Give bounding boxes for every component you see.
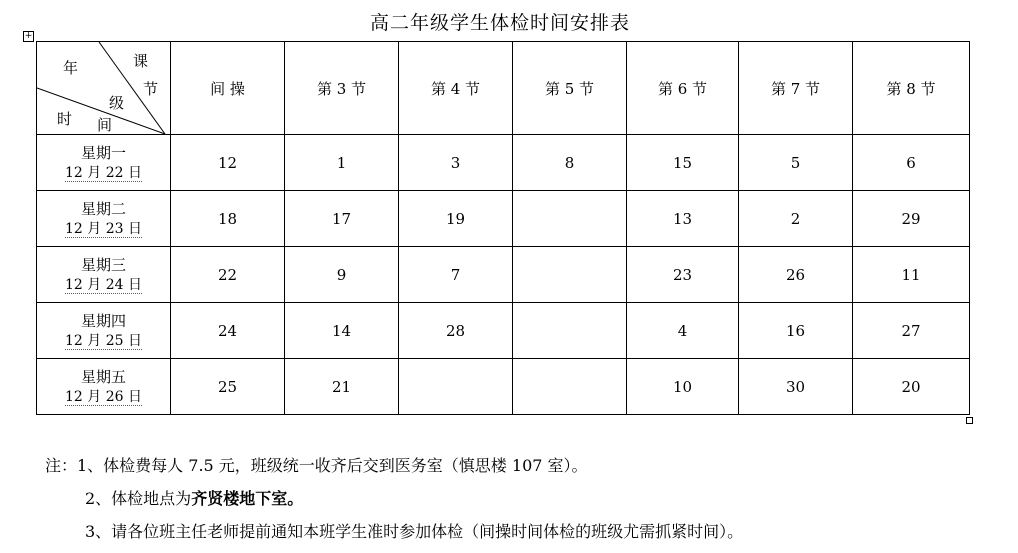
- class-cell: 30: [739, 359, 853, 415]
- day-cell: [37, 191, 171, 247]
- date-label: 12 月 25 日: [65, 332, 142, 349]
- column-header: 第 8 节: [853, 42, 970, 135]
- table-row: [37, 303, 970, 359]
- date-label: 12 月 26 日: [65, 388, 142, 405]
- corner-label-shi: 时: [57, 110, 73, 128]
- class-cell: 3: [399, 135, 513, 191]
- column-header: 第 6 节: [627, 42, 739, 135]
- class-cell: 10: [627, 359, 739, 415]
- page-title: 高二年级学生体检时间安排表: [369, 12, 630, 34]
- class-cell: [513, 359, 627, 415]
- day-label: 星期三: [80, 255, 126, 274]
- class-cell: 17: [285, 191, 399, 247]
- class-cell: 28: [399, 303, 513, 359]
- corner-label-ke: 课: [133, 52, 149, 70]
- day-cell: [37, 359, 171, 415]
- class-cell: [513, 247, 627, 303]
- corner-label-jie: 节: [143, 80, 159, 98]
- class-cell: 24: [171, 303, 285, 359]
- day-cell: [37, 303, 171, 359]
- table-row: [37, 135, 970, 191]
- class-cell: 21: [285, 359, 399, 415]
- corner-label-jian: 间: [97, 116, 113, 134]
- class-cell: 26: [739, 247, 853, 303]
- class-cell: 15: [627, 135, 739, 191]
- class-cell: 6: [853, 135, 970, 191]
- class-cell: 13: [627, 191, 739, 247]
- note-3: 3、请各位班主任老师提前通知本班学生准时参加体检（间操时间体检的班级尤需抓紧时间）。: [85, 522, 744, 541]
- corner-header-cell: [37, 42, 171, 135]
- date-label: 12 月 24 日: [65, 276, 142, 293]
- note-2-location: 齐贤楼地下室: [191, 489, 288, 508]
- day-label: 星期一: [80, 143, 126, 162]
- class-cell: 8: [513, 135, 627, 191]
- class-cell: 19: [399, 191, 513, 247]
- class-cell: [399, 359, 513, 415]
- class-cell: 2: [739, 191, 853, 247]
- table-resize-handle[interactable]: [966, 417, 973, 424]
- class-cell: 4: [627, 303, 739, 359]
- schedule-table: [36, 41, 970, 415]
- class-cell: 22: [171, 247, 285, 303]
- table-row: [37, 191, 970, 247]
- note-2: [45, 482, 743, 515]
- class-cell: 12: [171, 135, 285, 191]
- day-label: 星期二: [80, 199, 126, 218]
- notes-section: [45, 449, 743, 548]
- class-cell: 27: [853, 303, 970, 359]
- header-row: [37, 42, 970, 135]
- class-cell: 7: [399, 247, 513, 303]
- class-cell: 14: [285, 303, 399, 359]
- class-cell: 9: [285, 247, 399, 303]
- class-cell: 1: [285, 135, 399, 191]
- date-label: 12 月 23 日: [65, 220, 142, 237]
- day-label: 星期四: [80, 311, 126, 330]
- corner-label-ji: 级: [109, 94, 125, 112]
- note-2-prefix: 2、体检地点为: [85, 489, 192, 508]
- class-cell: 18: [171, 191, 285, 247]
- column-header: 间 操: [171, 42, 285, 135]
- date-label: 12 月 22 日: [65, 164, 142, 181]
- class-cell: [513, 191, 627, 247]
- corner-label-year: 年: [63, 59, 79, 77]
- table-row: [37, 359, 970, 415]
- column-header: 第 4 节: [399, 42, 513, 135]
- note-1: 注：1、体检费每人 7.5 元，班级统一收齐后交到医务室（慎思楼 107 室）。: [45, 456, 588, 475]
- class-cell: [513, 303, 627, 359]
- class-cell: 11: [853, 247, 970, 303]
- class-cell: 16: [739, 303, 853, 359]
- class-cell: 5: [739, 135, 853, 191]
- day-cell: [37, 135, 171, 191]
- class-cell: 25: [171, 359, 285, 415]
- class-cell: 23: [627, 247, 739, 303]
- column-header: 第 7 节: [739, 42, 853, 135]
- class-cell: 20: [853, 359, 970, 415]
- column-header: 第 5 节: [513, 42, 627, 135]
- day-cell: [37, 247, 171, 303]
- table-row: [37, 247, 970, 303]
- table-move-handle-icon[interactable]: +: [24, 31, 33, 41]
- note-2-suffix: 。: [287, 489, 304, 508]
- day-label: 星期五: [80, 367, 126, 386]
- class-cell: 29: [853, 191, 970, 247]
- column-header: 第 3 节: [285, 42, 399, 135]
